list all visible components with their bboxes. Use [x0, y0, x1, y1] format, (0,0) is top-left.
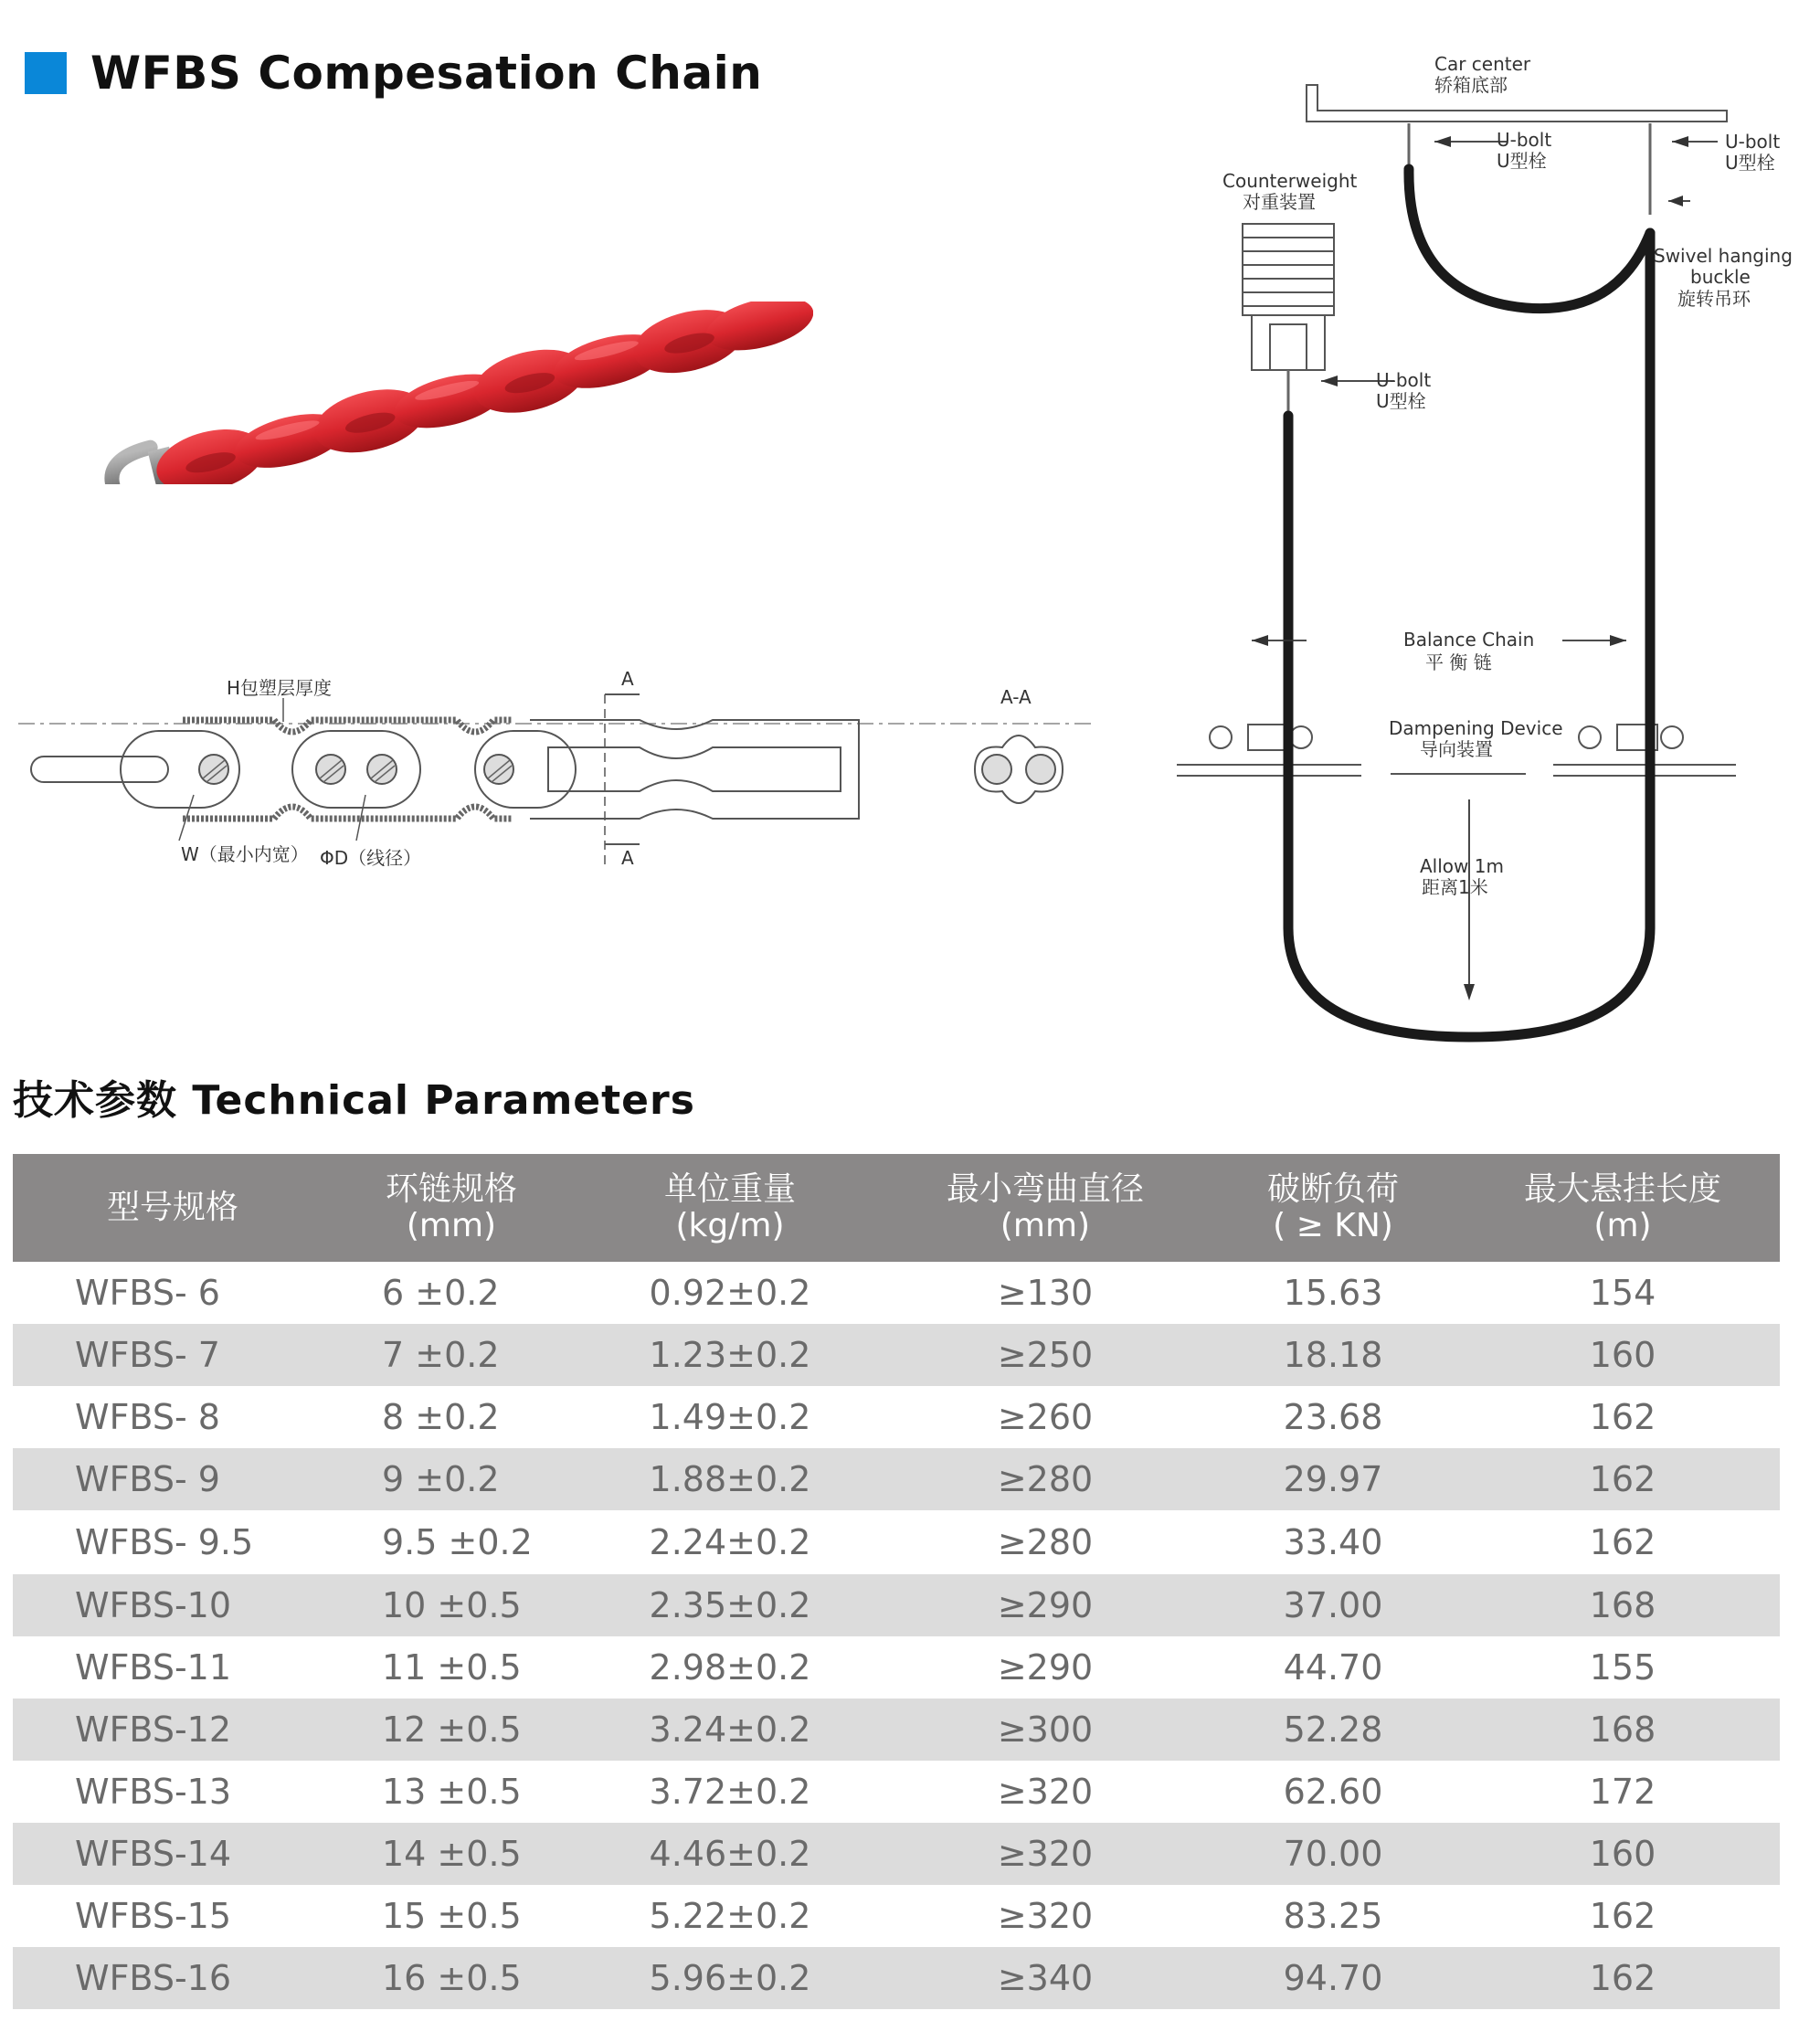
cell-length: 172 [1589, 1772, 1656, 1812]
cell-model: WFBS-11 [75, 1647, 232, 1688]
ubolt3-cn-label: U型栓 [1376, 390, 1426, 412]
table-row [13, 1636, 1780, 1699]
cell-weight: 1.88±0.2 [570, 1448, 890, 1510]
cell-weight: 1.49±0.2 [649, 1397, 811, 1437]
cell-length: 162 [1589, 1397, 1656, 1437]
swivel-label: Swivel hanging [1654, 245, 1793, 267]
cell-bend: ≥250 [890, 1324, 1201, 1386]
counterweight-label: Counterweight [1222, 170, 1358, 192]
section-a-bottom-label: A [621, 847, 634, 869]
cell-weight: 2.98±0.2 [649, 1647, 811, 1688]
cell-load: 70.00 [1201, 1823, 1466, 1885]
header-unit-weight: 单位重量 (kg/m) [570, 1154, 890, 1262]
cell-load: 23.68 [1283, 1397, 1383, 1437]
cell-link: 16 ±0.5 [333, 1947, 570, 2009]
cell-load: 83.25 [1283, 1896, 1383, 1936]
table-row [13, 1262, 1780, 1324]
cell-model: WFBS-16 [13, 1947, 333, 2009]
cell-bend: ≥130 [997, 1273, 1094, 1313]
cell-load: 94.70 [1201, 1947, 1466, 2009]
table-row [13, 1761, 1780, 1823]
cell-link: 14 ±0.5 [333, 1823, 570, 1885]
cell-model: WFBS-14 [13, 1823, 333, 1885]
w-width-label: W（最小内宽） [181, 843, 309, 865]
cell-bend: ≥290 [890, 1574, 1201, 1636]
ubolt1-label: U-bolt [1497, 129, 1552, 151]
cell-weight: 5.22±0.2 [649, 1896, 811, 1936]
ubolt1-cn-label: U型栓 [1497, 150, 1547, 172]
cell-link: 9 ±0.2 [333, 1448, 570, 1510]
cell-link: 12 ±0.5 [333, 1699, 570, 1761]
technical-parameters-table [13, 1154, 1780, 2009]
cell-length: 162 [1466, 1448, 1780, 1510]
dampening-cn-label: 导向装置 [1420, 738, 1493, 760]
table-row [13, 1885, 1780, 1947]
d-diameter-label: ΦD（线径） [320, 847, 422, 869]
page-header [25, 37, 762, 110]
cell-bend: ≥290 [997, 1647, 1094, 1688]
swivel-buckle-label: buckle [1690, 266, 1751, 288]
cell-bend: ≥260 [997, 1397, 1094, 1437]
cell-model: WFBS-10 [13, 1574, 333, 1636]
cell-weight: 1.23±0.2 [570, 1324, 890, 1386]
table-row [13, 1324, 1780, 1386]
chain-product-image [91, 302, 813, 484]
cell-weight: 5.96±0.2 [570, 1947, 890, 2009]
cell-weight: 4.46±0.2 [570, 1823, 890, 1885]
balance-chain-label: Balance Chain [1403, 629, 1535, 651]
table-row [13, 1510, 1780, 1574]
cell-weight: 2.35±0.2 [570, 1574, 890, 1636]
title-accent-square [25, 52, 67, 94]
section-aa-label: A-A [1000, 686, 1032, 708]
header-min-bend: 最小弯曲直径 (mm) [890, 1154, 1201, 1262]
cell-bend: ≥280 [997, 1522, 1094, 1562]
table-row [13, 1699, 1780, 1761]
car-center-cn-label: 轿箱底部 [1434, 74, 1508, 96]
h-thickness-label: H包塑层厚度 [227, 677, 333, 699]
cell-length: 168 [1466, 1574, 1780, 1636]
cell-load: 52.28 [1201, 1699, 1466, 1761]
cell-model: WFBS- 9.5 [75, 1522, 254, 1562]
cell-model: WFBS-13 [75, 1772, 232, 1812]
cell-model: WFBS- 7 [13, 1324, 333, 1386]
cell-link: 11 ±0.5 [382, 1647, 522, 1688]
cell-length: 155 [1589, 1647, 1656, 1688]
header-break-load: 破断负荷 ( ≥ KN) [1201, 1154, 1466, 1262]
cell-length: 160 [1466, 1823, 1780, 1885]
cell-length: 162 [1466, 1947, 1780, 2009]
cell-model: WFBS- 9 [13, 1448, 333, 1510]
cell-length: 154 [1589, 1273, 1656, 1313]
cell-link: 7 ±0.2 [333, 1324, 570, 1386]
dampening-label: Dampening Device [1389, 717, 1563, 739]
cell-load: 29.97 [1201, 1448, 1466, 1510]
cell-length: 160 [1466, 1324, 1780, 1386]
cell-model: WFBS- 6 [75, 1273, 220, 1313]
table-row [13, 1448, 1780, 1510]
ubolt3-label: U-bolt [1376, 369, 1432, 391]
installation-diagram [1160, 50, 1800, 1055]
car-center-label: Car center [1434, 53, 1531, 75]
cell-load: 33.40 [1283, 1522, 1383, 1562]
cell-bend: ≥320 [890, 1823, 1201, 1885]
cell-bend: ≥300 [890, 1699, 1201, 1761]
header-max-length: 最大悬挂长度 (m) [1466, 1154, 1780, 1262]
cell-length: 162 [1589, 1522, 1656, 1562]
cell-model: WFBS-12 [13, 1699, 333, 1761]
allow-cn-label: 距离1米 [1422, 876, 1488, 898]
cell-load: 15.63 [1283, 1273, 1383, 1313]
cell-length: 168 [1466, 1699, 1780, 1761]
ubolt2-label: U-bolt [1725, 131, 1781, 153]
cell-link: 10 ±0.5 [333, 1574, 570, 1636]
cell-bend: ≥320 [997, 1896, 1094, 1936]
table-row [13, 1574, 1780, 1636]
cell-link: 13 ±0.5 [382, 1772, 522, 1812]
counterweight-cn-label: 对重装置 [1243, 191, 1316, 213]
allow-label: Allow 1m [1420, 855, 1504, 877]
table-row [13, 1386, 1780, 1448]
cell-weight: 0.92±0.2 [649, 1273, 811, 1313]
swivel-cn-label: 旋转吊环 [1677, 288, 1751, 310]
cell-load: 62.60 [1283, 1772, 1383, 1812]
header-model: 型号规格 [13, 1154, 333, 1262]
table-row [13, 1947, 1780, 2009]
cell-model: WFBS- 8 [75, 1397, 220, 1437]
cell-load: 18.18 [1201, 1324, 1466, 1386]
cell-link: 15 ±0.5 [382, 1896, 522, 1936]
technical-parameters-title: 技术参数 Technical Parameters [13, 1077, 695, 1124]
table-header-row [13, 1154, 1780, 1262]
table-row [13, 1823, 1780, 1885]
section-a-top-label: A [621, 668, 634, 690]
cell-length: 162 [1589, 1896, 1656, 1936]
cell-load: 44.70 [1283, 1647, 1383, 1688]
cell-link: 8 ±0.2 [382, 1397, 500, 1437]
cell-link: 9.5 ±0.2 [382, 1522, 533, 1562]
cell-link: 6 ±0.2 [382, 1273, 500, 1313]
chain-section-drawing [18, 658, 1115, 886]
cell-bend: ≥280 [890, 1448, 1201, 1510]
cell-model: WFBS-15 [75, 1896, 232, 1936]
cell-load: 37.00 [1201, 1574, 1466, 1636]
cell-bend: ≥320 [997, 1772, 1094, 1812]
cell-bend: ≥340 [890, 1947, 1201, 2009]
cell-weight: 3.72±0.2 [649, 1772, 811, 1812]
cell-weight: 3.24±0.2 [570, 1699, 890, 1761]
balance-chain-cn-label: 平 衡 链 [1425, 651, 1492, 673]
ubolt2-cn-label: U型栓 [1725, 152, 1775, 174]
header-link-size: 环链规格 (mm) [333, 1154, 570, 1262]
page-title: WFBS Compesation Chain [90, 47, 763, 100]
cell-weight: 2.24±0.2 [649, 1522, 811, 1562]
